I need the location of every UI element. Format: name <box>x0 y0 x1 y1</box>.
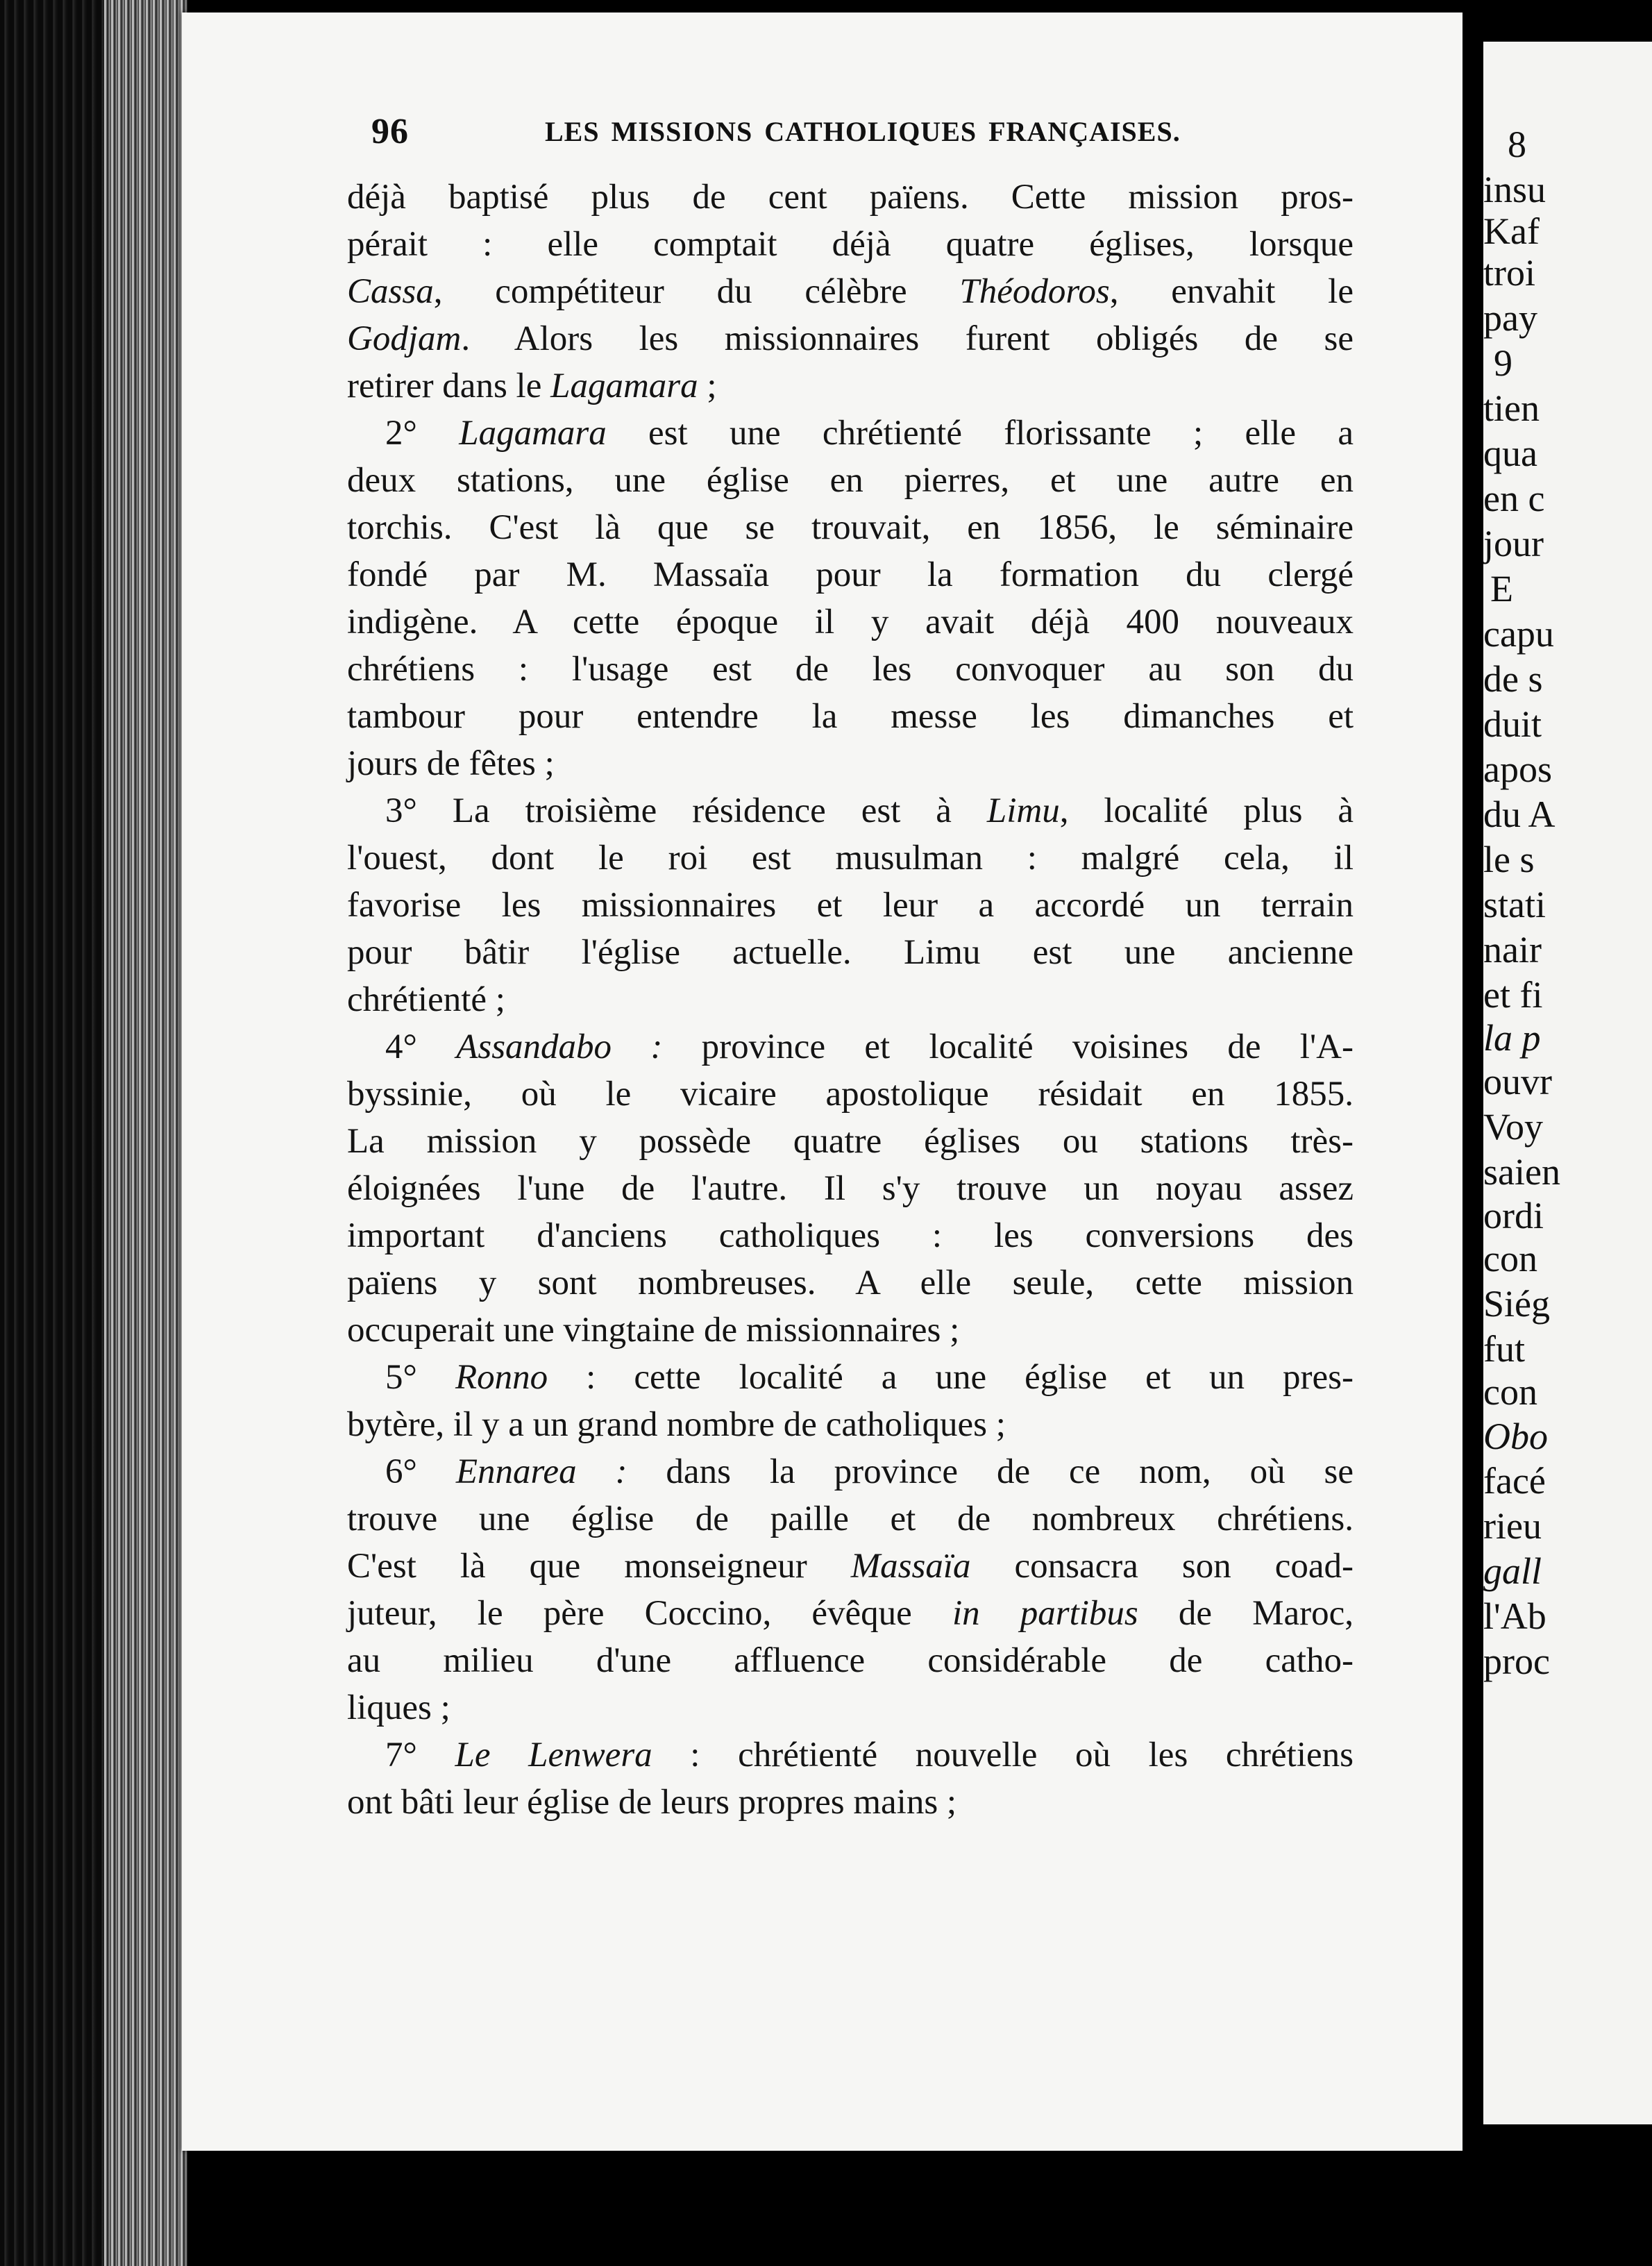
text-run: pour bâtir l'église actuelle. Limu est une ancienne <box>347 933 1354 972</box>
facing-page-text: E <box>1490 568 1513 610</box>
text-run: indigène. A cette époque il y avait déjà 400 nouveaux <box>347 603 1354 641</box>
text-line <box>347 1684 1354 1731</box>
facing-page-text: saien <box>1483 1151 1560 1193</box>
text-line <box>347 1259 1354 1307</box>
facing-page-text: con <box>1483 1371 1537 1413</box>
text-run: l'ouest, dont le roi est musulman : malgré cela, il <box>347 839 1354 878</box>
text-line <box>347 410 1354 457</box>
facing-page-text: con <box>1483 1238 1537 1279</box>
text-run: favorise les missionnaires et leur a accordé un terrain <box>347 886 1354 925</box>
text-run: consacra son coad- <box>970 1547 1354 1586</box>
facing-page-text: insu <box>1483 169 1546 210</box>
facing-page-text: nair <box>1483 929 1542 971</box>
text-run: juteur, le père Coccino, évêque <box>347 1594 952 1633</box>
text-run: , envahit le <box>1109 272 1354 311</box>
text-run: 7° <box>385 1736 455 1774</box>
text-line <box>347 929 1354 976</box>
italic-text: Limu <box>986 791 1060 830</box>
facing-page-text: du A <box>1483 794 1556 835</box>
text-run: jours de fêtes ; <box>347 744 555 783</box>
italic-text: Ennarea : <box>455 1452 627 1491</box>
text-run: déjà baptisé plus de cent païens. Cette mission pros- <box>347 178 1354 217</box>
text-run: 5° <box>385 1358 455 1397</box>
text-run: 4° <box>385 1027 457 1066</box>
text-line <box>347 1165 1354 1212</box>
text-line <box>347 834 1354 882</box>
text-run: au milieu d'une affluence considérable de catho- <box>347 1641 1354 1680</box>
text-line <box>347 457 1354 504</box>
text-line <box>347 598 1354 646</box>
text-line <box>347 882 1354 929</box>
facing-page-text: jour <box>1483 523 1544 564</box>
facing-page-text: duit <box>1483 703 1542 745</box>
facing-page-text: gall <box>1483 1550 1542 1592</box>
text-run: , compétiteur du célèbre <box>433 272 960 311</box>
facing-page-text: rieu <box>1483 1505 1542 1547</box>
body-text <box>347 174 1354 1826</box>
facing-page-text: 8 <box>1508 124 1526 165</box>
text-run: 2° <box>385 414 460 453</box>
text-run: : chrétienté nouvelle où les chrétiens <box>652 1736 1354 1774</box>
text-run: province et localité voisines de l'A- <box>662 1027 1354 1066</box>
text-run: chrétiens : l'usage est de les convoquer au son du <box>347 650 1354 689</box>
text-line <box>347 740 1354 787</box>
facing-page-text: la p <box>1483 1017 1541 1059</box>
text-run: bytère, il y a un grand nombre de catholiques ; <box>347 1405 1006 1444</box>
italic-text: Cassa <box>347 272 434 311</box>
facing-page-text: proc <box>1483 1640 1550 1682</box>
italic-text: Godjam <box>347 319 462 358</box>
text-run: important d'anciens catholiques : les conversions des <box>347 1216 1354 1255</box>
facing-page-text: facé <box>1483 1460 1546 1502</box>
italic-text: in partibus <box>952 1594 1138 1633</box>
facing-page-text: fut <box>1483 1328 1525 1370</box>
facing-page-text: et fi <box>1483 974 1543 1016</box>
text-run: tambour pour entendre la messe les dimanches et <box>347 697 1354 736</box>
text-run: ; <box>698 367 717 405</box>
text-line <box>347 976 1354 1023</box>
facing-page-text: qua <box>1483 433 1537 474</box>
text-line <box>347 362 1354 410</box>
text-run: La mission y possède quatre églises ou stations très- <box>347 1122 1354 1161</box>
italic-text: Ronno <box>455 1358 548 1397</box>
text-line <box>347 268 1354 315</box>
page-number: 96 <box>371 112 409 151</box>
facing-page-text: 9 <box>1494 342 1512 384</box>
facing-page-text: Voy <box>1483 1106 1544 1148</box>
italic-text: Le Lenwera <box>455 1736 652 1774</box>
facing-page-text: stati <box>1483 884 1546 925</box>
text-line <box>347 1779 1354 1826</box>
facing-page-text: de s <box>1483 658 1543 700</box>
facing-page-fragment <box>1483 42 1652 2124</box>
text-run: liques ; <box>347 1688 450 1727</box>
text-run: retirer dans le <box>347 367 551 405</box>
facing-page-text: le s <box>1483 839 1535 880</box>
facing-page-text: troi <box>1483 252 1535 294</box>
text-run: chrétienté ; <box>347 980 505 1019</box>
facing-page-text: Obo <box>1483 1416 1548 1457</box>
text-line <box>347 787 1354 834</box>
italic-text: Lagamara <box>459 414 607 453</box>
text-run: pérait : elle comptait déjà quatre églises, lorsque <box>347 225 1354 264</box>
facing-page-text: en c <box>1483 478 1545 519</box>
facing-page-text: apos <box>1483 748 1552 790</box>
text-line <box>347 1023 1354 1071</box>
text-run: byssinie, où le vicaire apostolique résidait en 1855. <box>347 1075 1354 1114</box>
facing-page-text: ordi <box>1483 1195 1544 1236</box>
text-line <box>347 1354 1354 1401</box>
text-run: 6° <box>385 1452 456 1491</box>
facing-page-text: capu <box>1483 613 1554 655</box>
text-line <box>347 646 1354 693</box>
italic-text: Assandabo : <box>456 1027 663 1066</box>
text-line <box>347 315 1354 362</box>
text-line <box>347 1448 1354 1495</box>
text-run: torchis. C'est là que se trouvait, en 1856, le séminaire <box>347 508 1354 547</box>
text-run: . Alors les missionnaires furent obligés de se <box>461 319 1354 358</box>
text-line <box>347 1637 1354 1684</box>
text-line <box>347 1590 1354 1637</box>
page-edge-stack <box>0 0 187 2266</box>
text-run: ont bâti leur église de leurs propres mains ; <box>347 1783 957 1822</box>
text-line <box>347 1307 1354 1354</box>
gutter <box>1463 0 1483 2266</box>
running-head <box>371 111 1329 153</box>
text-run: : cette localité a une église et un pres- <box>548 1358 1354 1397</box>
text-line <box>347 1495 1354 1543</box>
text-line <box>347 174 1354 221</box>
text-run: de Maroc, <box>1138 1594 1354 1633</box>
text-run: trouve une église de paille et de nombreux chrétiens. <box>347 1500 1354 1538</box>
text-run: occuperait une vingtaine de missionnaires ; <box>347 1311 960 1350</box>
facing-page-text: ouvr <box>1483 1061 1552 1102</box>
facing-page-text: l'Ab <box>1483 1595 1546 1637</box>
text-run: païens y sont nombreuses. A elle seule, cette mission <box>347 1264 1354 1302</box>
italic-text: Lagamara <box>550 367 698 405</box>
italic-text: Massaïa <box>850 1547 971 1586</box>
text-line <box>347 1212 1354 1259</box>
text-line <box>347 1071 1354 1118</box>
facing-page-text: Siég <box>1483 1283 1551 1325</box>
italic-text: Théodoros <box>959 272 1110 311</box>
facing-page-text: pay <box>1483 297 1537 339</box>
text-run: 3° La troisième résidence est à <box>385 791 987 830</box>
running-title: LES MISSIONS CATHOLIQUES FRANÇAISES. <box>545 116 1181 147</box>
text-run: fondé par M. Massaïa pour la formation du clergé <box>347 555 1354 594</box>
text-run: est une chrétienté florissante ; elle a <box>606 414 1354 453</box>
text-run: dans la province de ce nom, où se <box>627 1452 1354 1491</box>
text-line <box>347 221 1354 268</box>
text-run: éloignées l'une de l'autre. Il s'y trouve un noyau assez <box>347 1169 1354 1208</box>
text-line <box>347 693 1354 740</box>
text-line <box>347 1731 1354 1779</box>
facing-page-text: Kaf <box>1483 210 1540 252</box>
text-line <box>347 1401 1354 1448</box>
text-line <box>347 551 1354 598</box>
facing-page-text: tien <box>1483 387 1540 429</box>
text-line <box>347 1543 1354 1590</box>
text-run: C'est là que monseigneur <box>347 1547 851 1586</box>
text-line <box>347 1118 1354 1165</box>
text-run: deux stations, une église en pierres, et une autre en <box>347 461 1354 500</box>
text-run: , localité plus à <box>1059 791 1354 830</box>
text-line <box>347 504 1354 551</box>
